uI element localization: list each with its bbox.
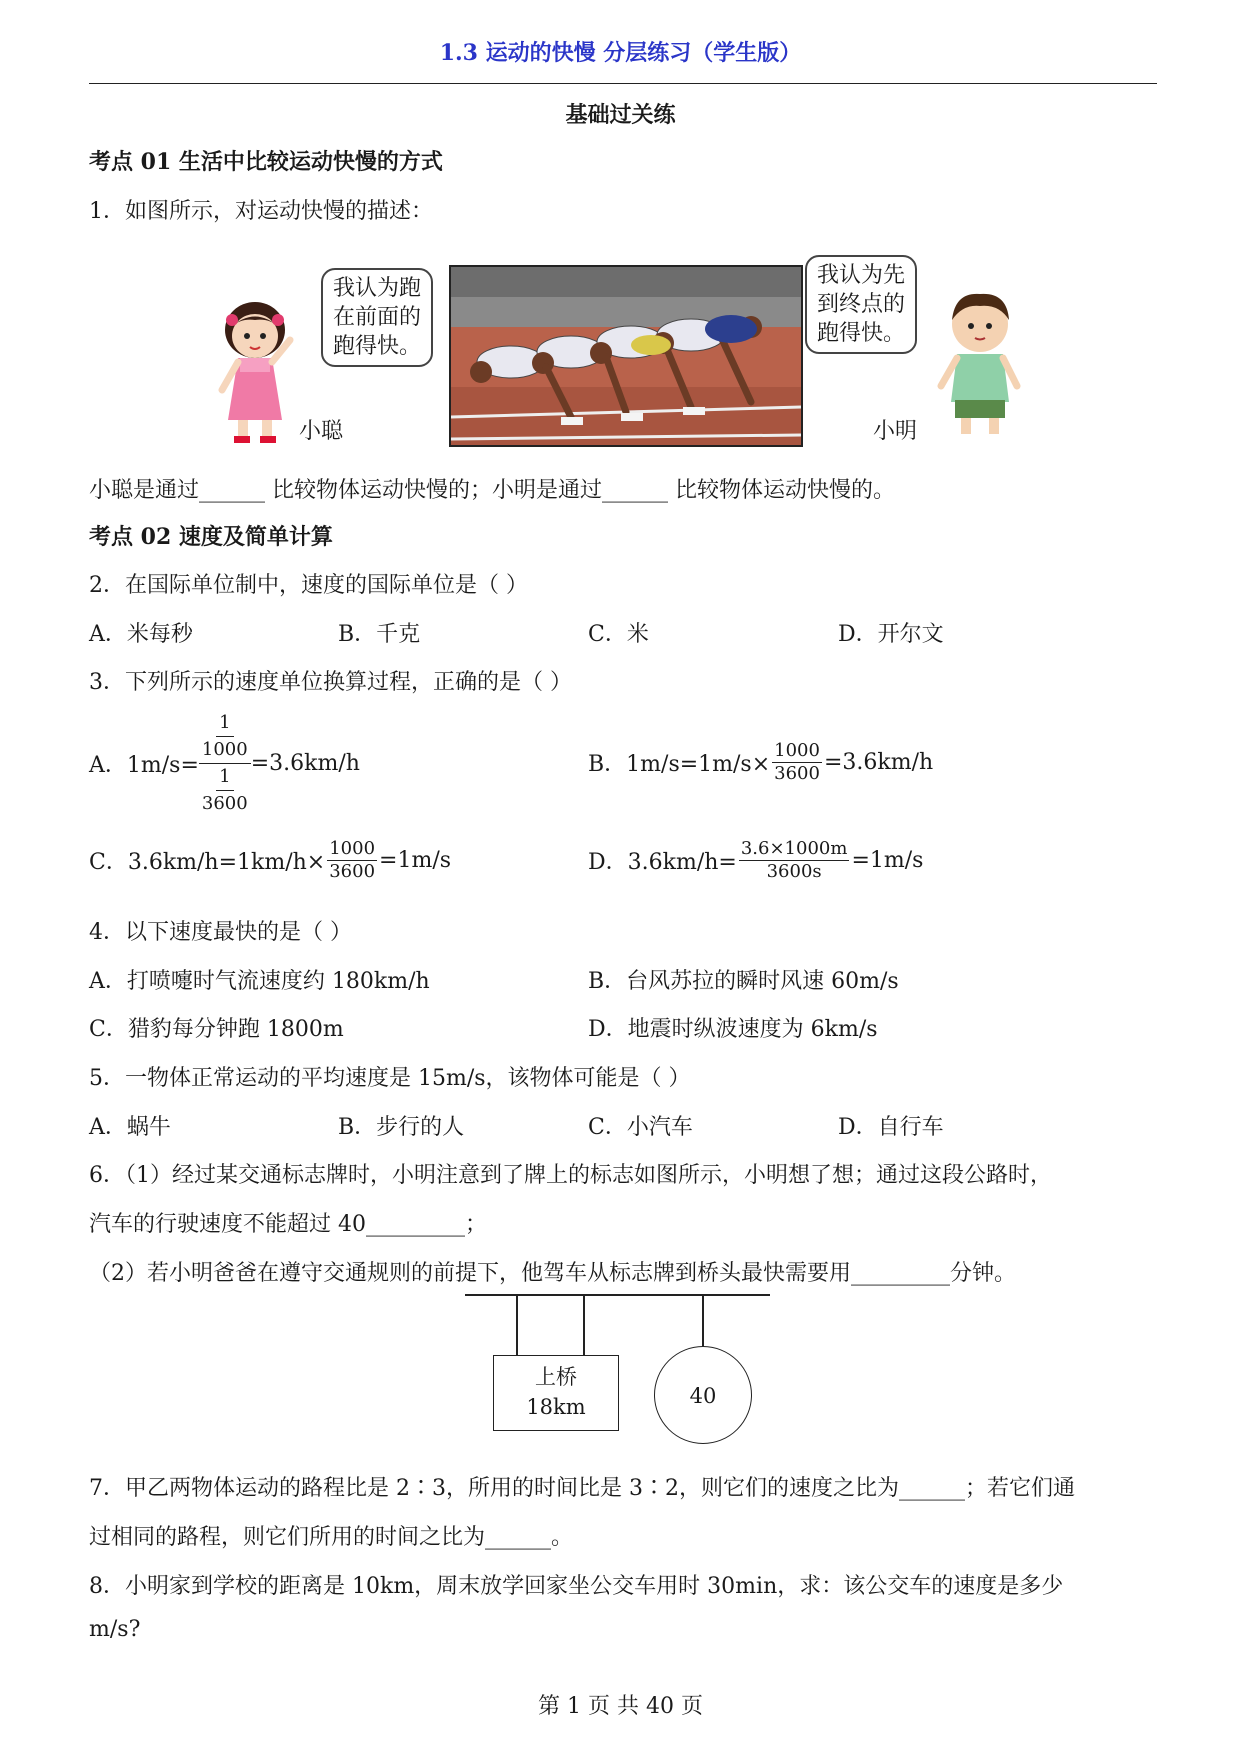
q7-line-2: 过相同的路程，则它们所用的时间之比为______。	[89, 1525, 574, 1550]
q3-a-num-den: 1000	[199, 737, 251, 764]
q2-option-c: C．米	[588, 622, 649, 647]
sign-bridge-text: 上桥	[535, 1365, 577, 1389]
q3-b-tail: =3.6km/h	[823, 750, 934, 775]
q4-option-c: C．猎豹每分钟跑 1800m	[89, 1017, 344, 1042]
q3-b-den: 3600	[774, 763, 820, 784]
q6-line-3: （2）若小明爸爸在遵守交通规则的前提下，他驾车从标志牌到桥头最快需要用_________分钟。	[89, 1261, 1016, 1286]
boy-speech-bubble	[805, 255, 917, 354]
q3-c-num: 1000	[329, 838, 376, 859]
q2-option-d: D．开尔文	[838, 622, 944, 647]
girl-name-label: 小聪	[299, 419, 344, 444]
q5-option-a: A．蜗牛	[89, 1115, 171, 1140]
q3-option-b	[588, 740, 933, 785]
q3-b-fraction	[772, 740, 822, 785]
girl-speech-bubble	[321, 268, 433, 367]
kp1-heading: 考点 01 生活中比较运动快慢的方式	[89, 149, 443, 175]
sign-pole-lines	[460, 1290, 780, 1360]
q3-stem: 3．下列所示的速度单位换算过程，正确的是（ ）	[89, 670, 572, 695]
boy-illustration	[935, 290, 1025, 440]
q5-option-b: B．步行的人	[338, 1115, 465, 1140]
q3-option-d	[588, 838, 923, 883]
q3-c-tail: =1m/s	[379, 848, 452, 873]
q3-d-tail: =1m/s	[851, 848, 924, 873]
sprinters-photo	[449, 265, 803, 447]
q3-a-num-num: 1	[216, 710, 233, 737]
boy-bubble-line-1: 我认为先	[817, 263, 906, 288]
bridge-distance-sign	[493, 1355, 619, 1431]
girl-illustration	[210, 300, 300, 445]
document-title: 1.3 运动的快慢 分层练习（学生版）	[439, 40, 802, 66]
q3-d-num: 3.6×1000m	[740, 838, 848, 859]
q3-a-den-num: 1	[216, 764, 233, 791]
q7-line-1: 7．甲乙两物体运动的路程比是 2∶3，所用的时间比是 3∶2，则它们的速度之比为______；若它们通	[89, 1476, 1075, 1501]
q2-option-a: A．米每秒	[89, 622, 193, 647]
q5-option-c: C．小汽车	[588, 1115, 693, 1140]
kp2-heading: 考点 02 速度及简单计算	[89, 524, 333, 550]
q3-c-den: 3600	[329, 861, 376, 882]
header-rule	[89, 83, 1157, 84]
q5-stem: 5．一物体正常运动的平均速度是 15m/s，该物体可能是（ ）	[89, 1066, 691, 1091]
q3-a-den-den: 3600	[201, 793, 248, 814]
q3-option-a	[89, 710, 360, 817]
boy-bubble-line-3: 跑得快。	[817, 321, 906, 346]
q8-line-2: m/s?	[89, 1617, 141, 1642]
q4-stem: 4．以下速度最快的是（ ）	[89, 920, 352, 945]
q3-a-tail: =3.6km/h	[250, 751, 360, 776]
q2-option-b: B．千克	[338, 622, 421, 647]
q6-line-2: 汽车的行驶速度不能超过 40_________；	[89, 1212, 487, 1237]
q4-option-b: B．台风苏拉的瞬时风速 60m/s	[588, 969, 899, 994]
q2-stem: 2．在国际单位制中，速度的国际单位是（ ）	[89, 573, 528, 598]
girl-bubble-line-2: 在前面的	[333, 305, 422, 330]
q8-line-1: 8．小明家到学校的距离是 10km，周末放学回家坐公交车用时 30min，求：该公交车的速度是多少	[89, 1574, 1064, 1599]
q1-answer-line: 小聪是通过______ 比较物体运动快慢的；小明是通过______ 比较物体运动快慢的。	[89, 478, 895, 503]
q4-option-d: D．地震时纵波速度为 6km/s	[588, 1017, 878, 1042]
q3-d-label: D．3.6km/h=	[588, 850, 737, 875]
girl-bubble-line-3: 跑得快。	[333, 334, 422, 359]
q1-stem: 1．如图所示，对运动快慢的描述：	[89, 199, 433, 224]
q5-option-d: D．自行车	[838, 1115, 944, 1140]
boy-name-label: 小明	[873, 419, 918, 444]
girl-bubble-line-1: 我认为跑	[333, 276, 422, 301]
q3-d-den: 3600s	[766, 861, 822, 882]
boy-bubble-line-2: 到终点的	[817, 292, 906, 317]
q3-a-compound-fraction	[199, 710, 251, 817]
q3-b-label: B．1m/s=1m/s×	[588, 752, 771, 777]
q3-c-label: C．3.6km/h=1km/h×	[89, 850, 326, 875]
section-heading: 基础过关练	[565, 102, 676, 128]
sign-distance-text: 18km	[526, 1395, 586, 1419]
q3-a-label: A．1m/s=	[89, 753, 199, 778]
page-number: 第 1 页 共 40 页	[538, 1694, 703, 1719]
q3-option-c	[89, 838, 451, 883]
q6-line-1: 6．（1）经过某交通标志牌时，小明注意到了牌上的标志如图所示，小明想了想；通过这段公路时，	[89, 1163, 1052, 1188]
q3-b-num: 1000	[774, 740, 820, 761]
q3-c-fraction	[327, 838, 377, 883]
speed-limit-sign: 40	[654, 1346, 752, 1444]
q4-option-a: A．打喷嚏时气流速度约 180km/h	[89, 969, 430, 994]
q3-d-fraction	[739, 838, 850, 883]
